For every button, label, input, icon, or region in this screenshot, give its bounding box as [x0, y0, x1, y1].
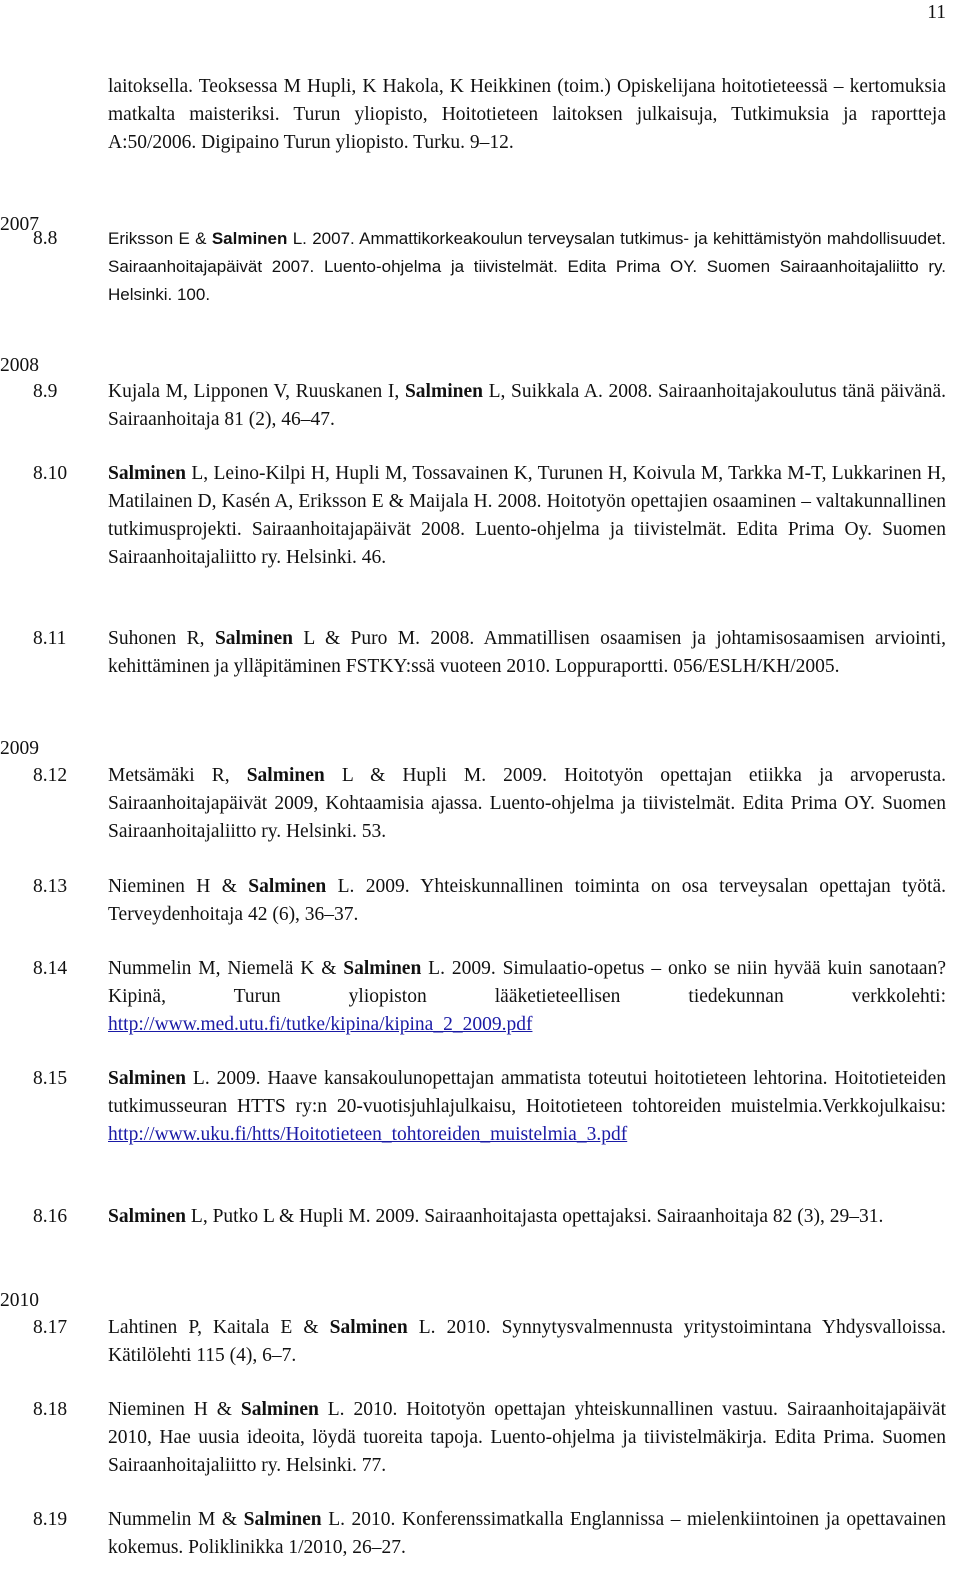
entry-number: 8.18	[33, 1399, 68, 1420]
author-highlight: Salminen	[108, 463, 187, 484]
entry-number: 8.14	[33, 958, 68, 979]
reference-text: Eriksson E &	[108, 229, 212, 248]
reference-text: L. 2010. Hoitotyön opettajan yhteiskunnallinen vastuu. Sairaanhoitajapäivät 2010, Hae uusia ideoita, löydä tuoreita tapoja. Luento-ohjelma ja tiivistelmäkirja. Edita Prima. Suomen Sairaanhoitajaliitto ry. Helsinki. 77.	[108, 1399, 946, 1476]
reference-text: L. 2010. Konferenssimatkalla Englannissa – mielenkiintoinen ja opettavainen kokemus. Poliklinikka 1/2010, 26–27.	[108, 1509, 946, 1558]
reference-text: L & Hupli M. 2009. Hoitotyön opettajan etiikka ja arvoperusta. Sairaanhoitajapäivät 2009, Kohtaamisia ajassa. Luento-ohjelma ja tiivistelmät. Edita Prima OY. Suomen Sairaanhoitajaliitto ry. Helsinki. 53.	[108, 765, 946, 842]
reference-text: L. 2010. Synnytysvalmennusta yritystoimintana Yhdysvalloissa. Kätilölehti 115 (4), 6–7.	[108, 1317, 947, 1366]
reference-text: Metsämäki R,	[108, 765, 247, 786]
reference-entry	[108, 873, 946, 929]
year-heading: 2008	[0, 355, 39, 376]
reference-text: Suhonen R,	[108, 628, 215, 649]
reference-text: Kujala M, Lipponen V, Ruuskanen I,	[108, 381, 405, 402]
author-highlight: Salminen	[214, 628, 293, 649]
reference-entry	[108, 1506, 946, 1562]
reference-entry	[108, 1314, 946, 1370]
reference-text: L. 2009. Simulaatio-opetus – onko se niin hyvää kuin sanotaan? Kipinä, Turun yliopiston lääketieteellisen tiedekunnan verkkolehti:	[108, 958, 946, 1007]
reference-text: L. 2007. Ammattikorkeakoulun terveysalan tutkimus- ja kehittämistyön mahdollisuudet. Sairaanhoitajapäivät 2007. Luento-ohjelma ja tiivistelmät. Edita Prima OY. Suomen Sairaanhoitajaliitto ry. Helsinki. 100.	[108, 229, 946, 304]
reference-text: Nieminen H &	[108, 876, 249, 897]
entry-number: 8.8	[33, 228, 58, 249]
year-heading: 2007	[0, 214, 39, 235]
entry-number: 8.9	[33, 381, 58, 402]
reference-text: Lahtinen P, Kaitala E &	[108, 1317, 330, 1338]
reference-entry	[108, 625, 946, 681]
reference-text: L, Putko L & Hupli M. 2009. Sairaanhoitajasta opettajaksi. Sairaanhoitaja 82 (3), 29–31.	[186, 1206, 884, 1227]
page-number: 11	[927, 2, 946, 23]
entry-number: 8.11	[33, 628, 67, 649]
entry-number: 8.15	[33, 1068, 68, 1089]
url-link[interactable]: http://www.med.utu.fi/tutke/kipina/kipina_2_2009.pdf	[108, 1014, 533, 1035]
author-highlight: Salminen	[329, 1317, 408, 1338]
author-highlight: Salminen	[243, 1509, 322, 1530]
author-highlight: Salminen	[343, 958, 422, 979]
reference-text: L. 2009. Haave kansakoulunopettajan ammatista toteutui hoitotieteen lehtorina. Hoitotieteiden tutkimusseuran HTTS ry:n 20-vuotisjuhlajulkaisu, Hoitotieteen tohtoreiden muistelmia.Verkkojulkaisu:	[108, 1068, 946, 1117]
reference-text: Nummelin M &	[108, 1509, 244, 1530]
reference-text: L, Suikkala A. 2008. Sairaanhoitajakoulutus tänä päivänä. Sairaanhoitaja 81 (2), 46–47.	[108, 381, 946, 430]
entry-number: 8.19	[33, 1509, 68, 1530]
reference-entry	[108, 762, 946, 846]
reference-text: laitoksella. Teoksessa M Hupli, K Hakola, K Heikkinen (toim.) Opiskelijana hoitotieteessä – kertomuksia matkalta maisteriksi. Turun yliopisto, Hoitotieteen laitoksen julkaisuja, Tutkimuksia ja raportteja A:50/2006. Digipaino Turun yliopisto. Turku. 9–12.	[108, 76, 946, 153]
reference-entry	[108, 1065, 946, 1149]
year-heading: 2009	[0, 738, 39, 759]
reference-text: Nieminen H &	[108, 1399, 241, 1420]
entry-number: 8.10	[33, 463, 68, 484]
reference-entry	[108, 460, 946, 572]
reference-text: L & Puro M. 2008. Ammatillisen osaamisen ja johtamisosaamisen arviointi, kehittäminen ja ylläpitäminen FSTKY:ssä vuoteen 2010. Loppuraportti. 056/ESLH/KH/2005.	[108, 628, 946, 677]
reference-entry	[108, 225, 946, 309]
year-heading: 2010	[0, 1290, 39, 1311]
reference-text: Nummelin M, Niemelä K &	[108, 958, 344, 979]
entry-number: 8.16	[33, 1206, 68, 1227]
reference-entry	[108, 955, 946, 1039]
reference-entry	[108, 378, 946, 434]
reference-entry	[108, 1396, 946, 1480]
entry-number: 8.12	[33, 765, 68, 786]
reference-entry	[108, 1203, 946, 1231]
author-highlight: Salminen	[246, 765, 325, 786]
author-highlight: Salminen	[248, 876, 327, 897]
entry-number: 8.17	[33, 1317, 68, 1338]
author-highlight: Salminen	[211, 229, 288, 248]
reference-entry	[108, 73, 946, 157]
entry-number: 8.13	[33, 876, 68, 897]
reference-text: L, Leino-Kilpi H, Hupli M, Tossavainen K, Turunen H, Koivula M, Tarkka M-T, Lukkarinen H, Matilainen D, Kasén A, Eriksson E & Maijala H. 2008. Hoitotyön opettajien osaaminen – valtakunnallinen tutkimusprojekti. Sairaanhoitajapäivät 2008. Luento-ohjelma ja tiivistelmät. Edita Prima Oy. Suomen Sairaanhoitajaliitto ry. Helsinki. 46.	[108, 463, 946, 568]
author-highlight: Salminen	[240, 1399, 319, 1420]
reference-text: L. 2009. Yhteiskunnallinen toiminta on osa terveysalan opettajan työtä. Terveydenhoitaja 42 (6), 36–37.	[108, 876, 946, 925]
author-highlight: Salminen	[108, 1068, 187, 1089]
author-highlight: Salminen	[404, 381, 483, 402]
author-highlight: Salminen	[108, 1206, 187, 1227]
url-link[interactable]: http://www.uku.fi/htts/Hoitotieteen_tohtoreiden_muistelmia_3.pdf	[108, 1124, 628, 1145]
